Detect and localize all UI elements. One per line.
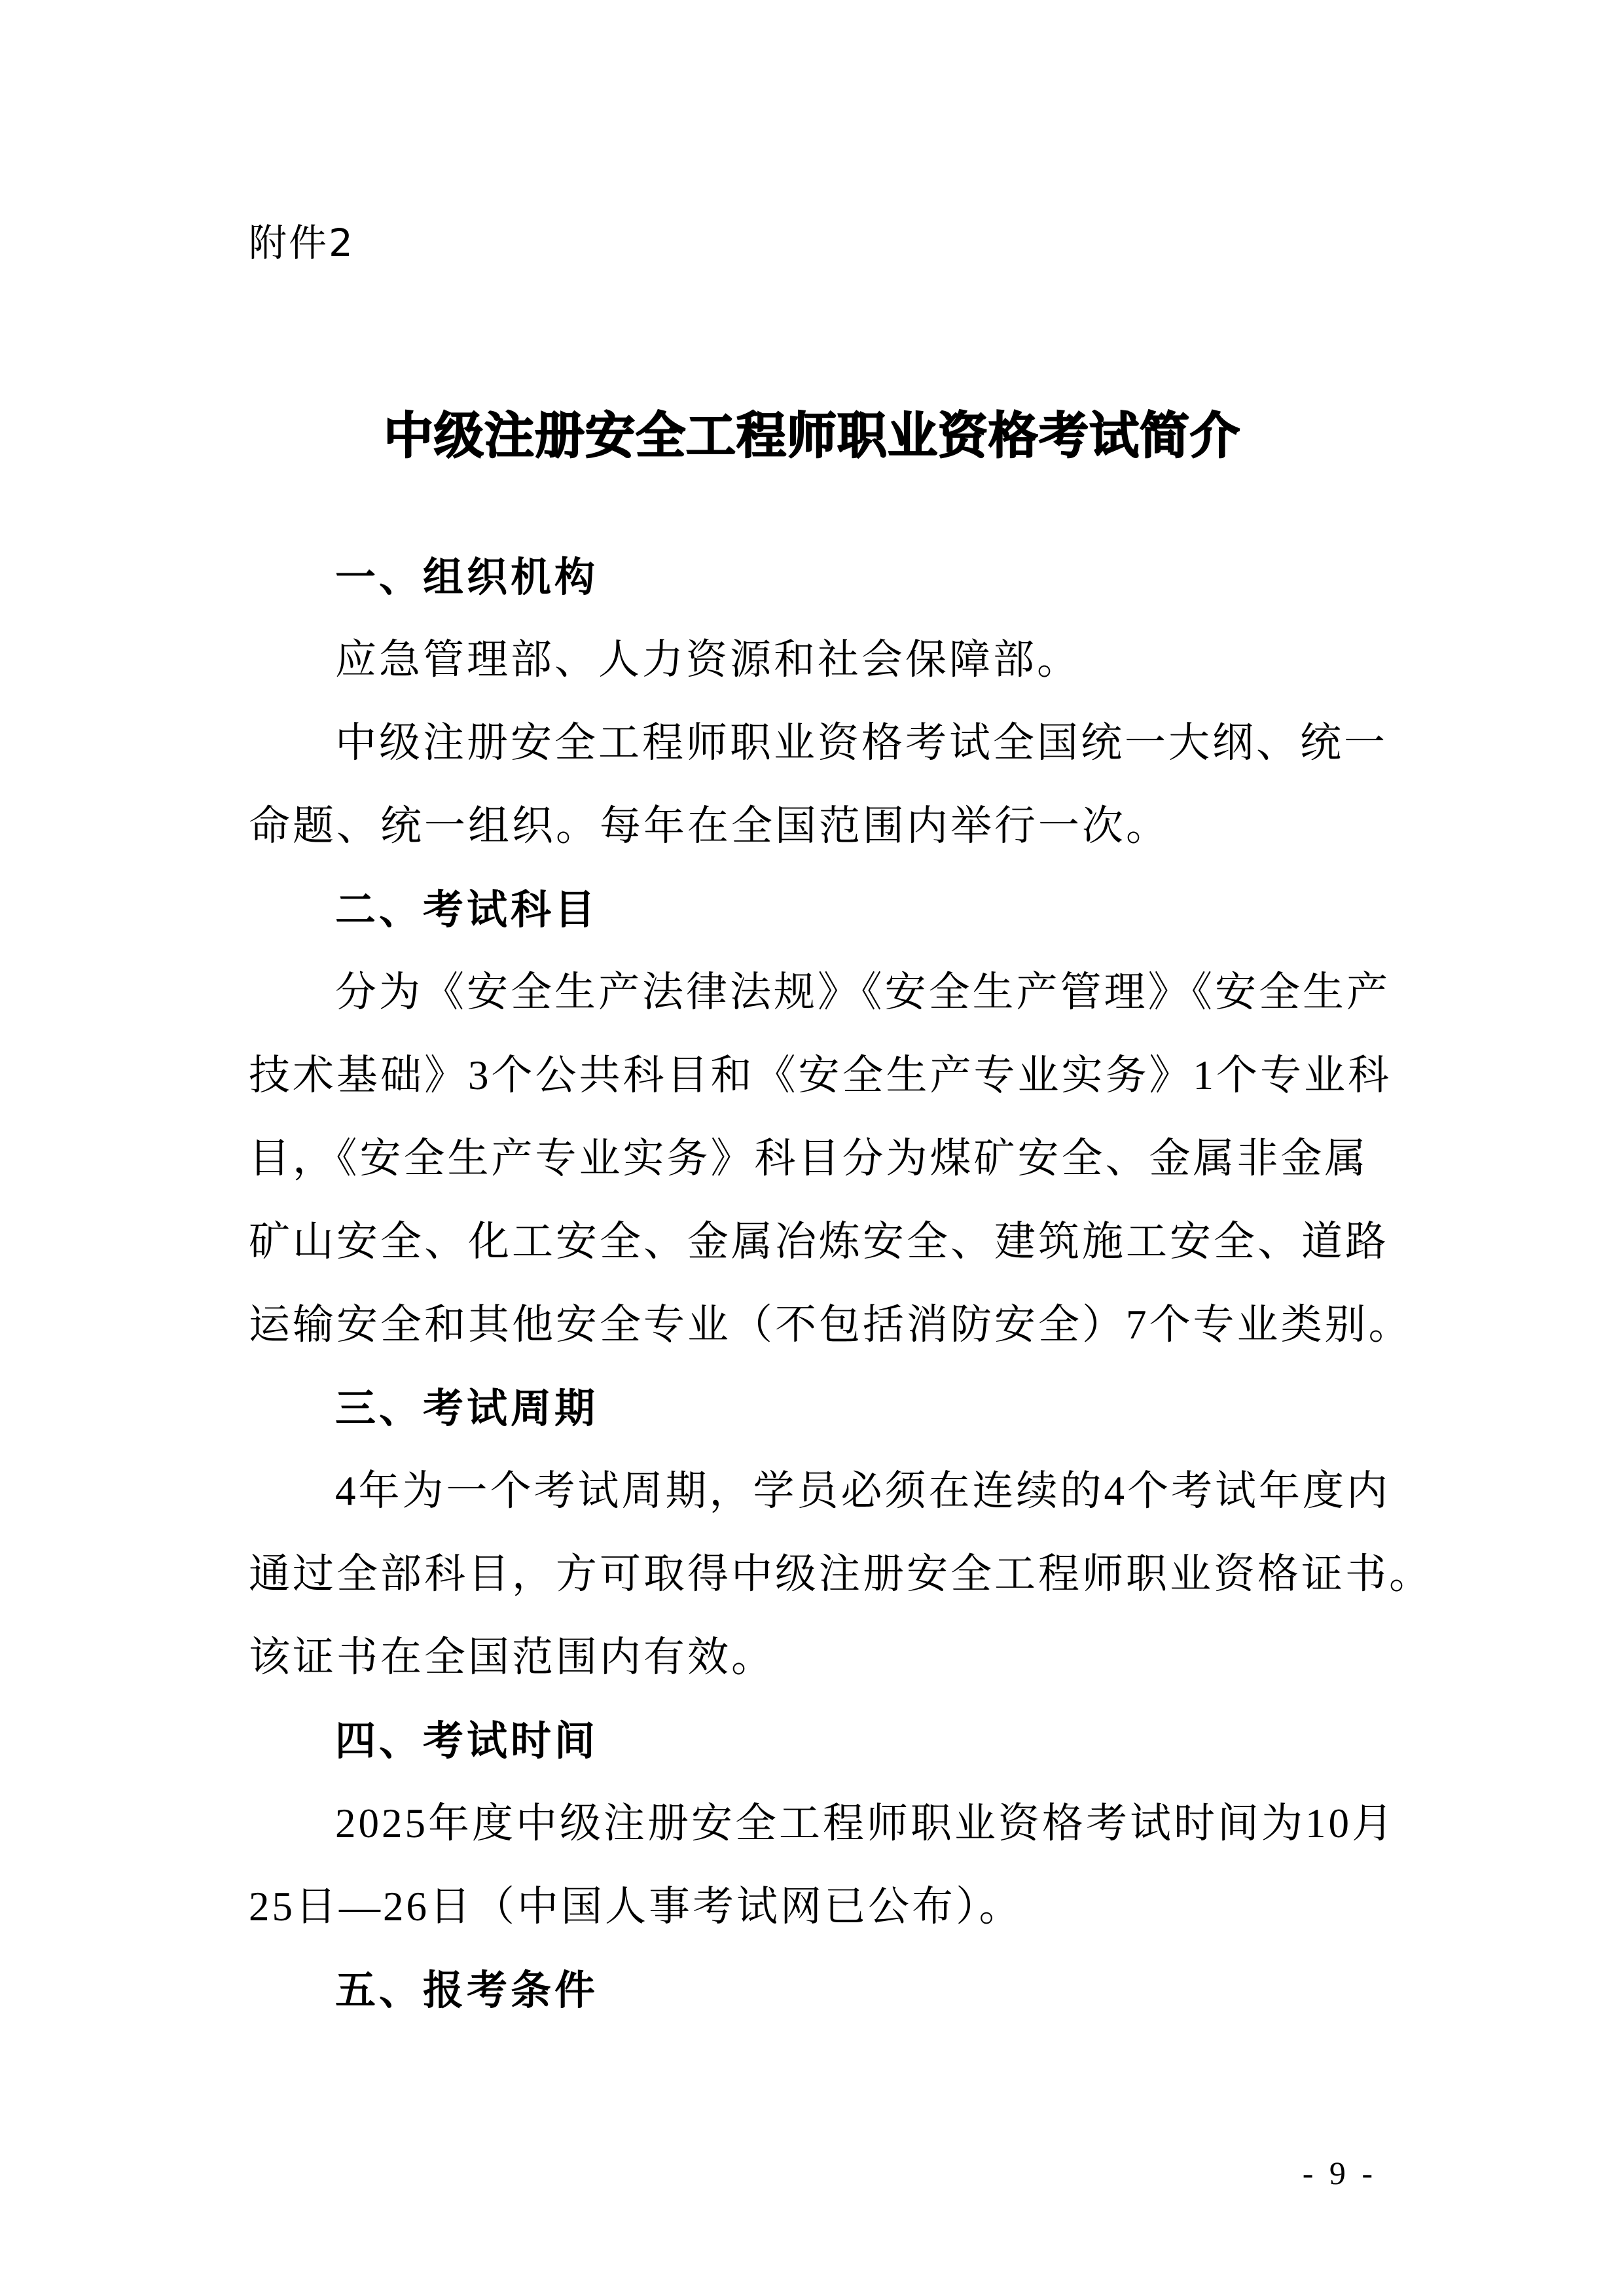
body-line: 技术基础》3个公共科目和《安全生产专业实务》1个专业科 <box>249 1052 1392 1098</box>
body-line: 运输安全和其他安全专业（不包括消防安全）7个专业类别。 <box>249 1302 1413 1348</box>
section-exam-subjects <box>249 868 1413 1367</box>
body-line: 应急管理部、人力资源和社会保障部。 <box>335 637 1081 683</box>
body-line: 2025年度中级注册安全工程师职业资格考试时间为10月 <box>335 1801 1396 1846</box>
body-line: 矿山安全、化工安全、金属冶炼安全、建筑施工安全、道路 <box>249 1219 1389 1265</box>
attachment-label: 附件2 <box>249 221 355 265</box>
section-heading: 二、考试科目 <box>335 886 599 933</box>
section-application-requirements <box>249 1948 1398 2032</box>
body-line: 通过全部科目，方可取得中级注册安全工程师职业资格证书。 <box>249 1551 1433 1597</box>
page-number: - 9 - <box>1302 2155 1377 2191</box>
body-line: 分为《安全生产法律法规》《安全生产管理》《安全生产 <box>335 969 1390 1015</box>
section-heading: 四、考试时间 <box>335 1717 599 1765</box>
body-line: 中级注册安全工程师职业资格考试全国统一大纲、统一 <box>335 720 1388 766</box>
body-line: 25日—26日（中国人事考试网已公布）。 <box>249 1884 1023 1929</box>
section-exam-cycle <box>249 1367 1433 1699</box>
section-exam-time <box>249 1699 1398 1948</box>
section-heading: 一、组织机构 <box>335 553 599 601</box>
section-heading: 三、考试周期 <box>335 1384 599 1432</box>
page-title: 中级注册安全工程师职业资格考试简介 <box>384 406 1240 465</box>
section-heading: 五、报考条件 <box>335 1966 599 2014</box>
section-organization <box>249 535 1398 868</box>
body-line: 4年为一个考试周期，学员必须在连续的4个考试年度内 <box>335 1468 1390 1514</box>
body-line: 目，《安全生产专业实务》科目分为煤矿安全、金属非金属 <box>249 1136 1369 1181</box>
document-body <box>249 535 1433 2032</box>
body-line: 命题、统一组织。每年在全国范围内举行一次。 <box>249 803 1170 849</box>
body-line: 该证书在全国范围内有效。 <box>249 1634 775 1680</box>
